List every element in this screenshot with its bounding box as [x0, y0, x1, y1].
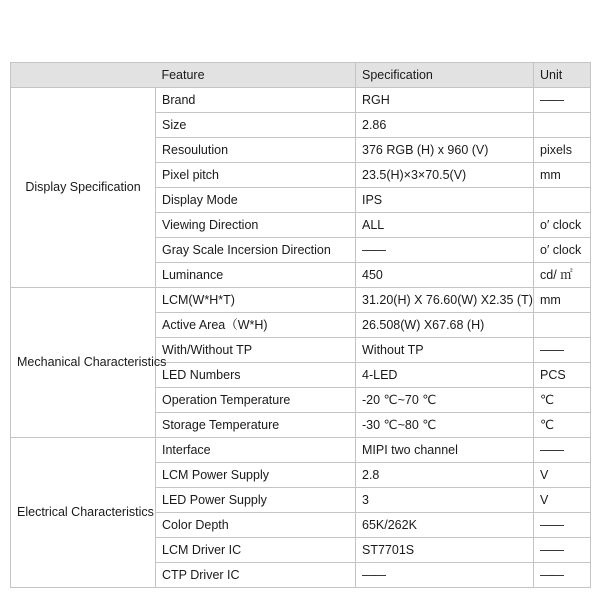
specification-cell — [356, 338, 534, 363]
feature-cell: Viewing Direction — [156, 213, 356, 238]
unit-cell: —— — [534, 338, 591, 363]
column-header-feature: Feature — [11, 63, 356, 88]
feature-cell: LCM(W*H*T) — [156, 288, 356, 313]
unit-cell: o′ clock — [534, 213, 591, 238]
column-header-unit: Unit — [534, 63, 591, 88]
unit-cell: —— — [534, 88, 591, 113]
unit-cell: —— — [534, 538, 591, 563]
unit-cell: PCS — [534, 363, 591, 388]
table-header-row — [11, 63, 591, 88]
specification-value: 26.508(W) X67.68 (H) — [362, 317, 485, 332]
unit-cell: —— — [534, 438, 591, 463]
unit-cell: mm — [534, 163, 591, 188]
column-header-specification: Specification — [356, 63, 534, 88]
specification-cell — [356, 138, 534, 163]
specification-cell — [356, 488, 534, 513]
unit-cell — [534, 313, 591, 338]
feature-cell: Storage Temperature — [156, 413, 356, 438]
feature-cell: CTP Driver IC — [156, 563, 356, 588]
table-row — [11, 288, 591, 313]
feature-cell: Color Depth — [156, 513, 356, 538]
table-row — [11, 438, 591, 463]
specification-value: -30 ℃~80 ℃ — [362, 417, 437, 432]
specification-cell — [356, 538, 534, 563]
unit-cell: V — [534, 463, 591, 488]
specification-value: -20 ℃~70 ℃ — [362, 392, 437, 407]
specification-cell — [356, 113, 534, 138]
unit-cell: ℃ — [534, 388, 591, 413]
feature-cell: Brand — [156, 88, 356, 113]
specification-cell — [356, 238, 534, 263]
category-cell: Electrical Characteristics — [11, 438, 156, 588]
specification-cell — [356, 88, 534, 113]
specification-value: —— — [362, 567, 385, 582]
unit-cell: —— — [534, 563, 591, 588]
specification-cell — [356, 363, 534, 388]
feature-cell: LED Numbers — [156, 363, 356, 388]
feature-cell: Pixel pitch — [156, 163, 356, 188]
specification-cell — [356, 438, 534, 463]
feature-cell: Gray Scale Incersion Direction — [156, 238, 356, 263]
feature-cell: Resoulution — [156, 138, 356, 163]
specification-value: 4-LED — [362, 367, 398, 382]
table-row — [11, 88, 591, 113]
specification-value: Without TP — [362, 342, 424, 357]
specification-table-container — [10, 62, 590, 588]
unit-cell: mm — [534, 288, 591, 313]
specification-value: 2.86 — [362, 117, 387, 132]
table-body — [11, 88, 591, 588]
specification-cell — [356, 163, 534, 188]
unit-cell — [534, 188, 591, 213]
specification-value: 23.5(H)×3×70.5(V) — [362, 167, 467, 182]
specification-value: RGH — [362, 92, 390, 107]
specification-cell — [356, 263, 534, 288]
category-cell: Mechanical Characteristics — [11, 288, 156, 438]
feature-cell: Display Mode — [156, 188, 356, 213]
feature-cell: With/Without TP — [156, 338, 356, 363]
specification-value: 65K/262K — [362, 517, 417, 532]
feature-cell: LED Power Supply — [156, 488, 356, 513]
specification-cell — [356, 413, 534, 438]
specification-value: 31.20(H) X 76.60(W) X2.35 (T) — [362, 292, 533, 307]
unit-cell: ℃ — [534, 413, 591, 438]
unit-cell: —— — [534, 513, 591, 538]
feature-cell: Interface — [156, 438, 356, 463]
specification-value: MIPI two channel — [362, 442, 458, 457]
specification-cell — [356, 563, 534, 588]
specification-table — [10, 62, 591, 588]
specification-value: 376 RGB (H) x 960 (V) — [362, 142, 489, 157]
feature-cell: Operation Temperature — [156, 388, 356, 413]
unit-cell: V — [534, 488, 591, 513]
specification-value: 2.8 — [362, 467, 380, 482]
specification-cell — [356, 288, 534, 313]
specification-cell — [356, 513, 534, 538]
specification-value: ST7701S — [362, 542, 415, 557]
specification-cell — [356, 463, 534, 488]
feature-cell: Active Area（W*H) — [156, 313, 356, 338]
specification-cell — [356, 313, 534, 338]
unit-cell: o′ clock — [534, 238, 591, 263]
specification-cell — [356, 388, 534, 413]
specification-cell — [356, 213, 534, 238]
unit-cell: cd/ ㎡ — [534, 263, 591, 288]
specification-cell — [356, 188, 534, 213]
feature-cell: LCM Power Supply — [156, 463, 356, 488]
unit-cell — [534, 113, 591, 138]
feature-cell: LCM Driver IC — [156, 538, 356, 563]
feature-cell: Luminance — [156, 263, 356, 288]
specification-value: —— — [362, 242, 385, 257]
feature-cell: Size — [156, 113, 356, 138]
specification-value: 3 — [362, 492, 369, 507]
specification-value: 450 — [362, 267, 383, 282]
unit-cell: pixels — [534, 138, 591, 163]
table-header — [11, 63, 591, 88]
specification-value: IPS — [362, 192, 383, 207]
specification-value: ALL — [362, 217, 385, 232]
category-cell: Display Specification — [11, 88, 156, 288]
